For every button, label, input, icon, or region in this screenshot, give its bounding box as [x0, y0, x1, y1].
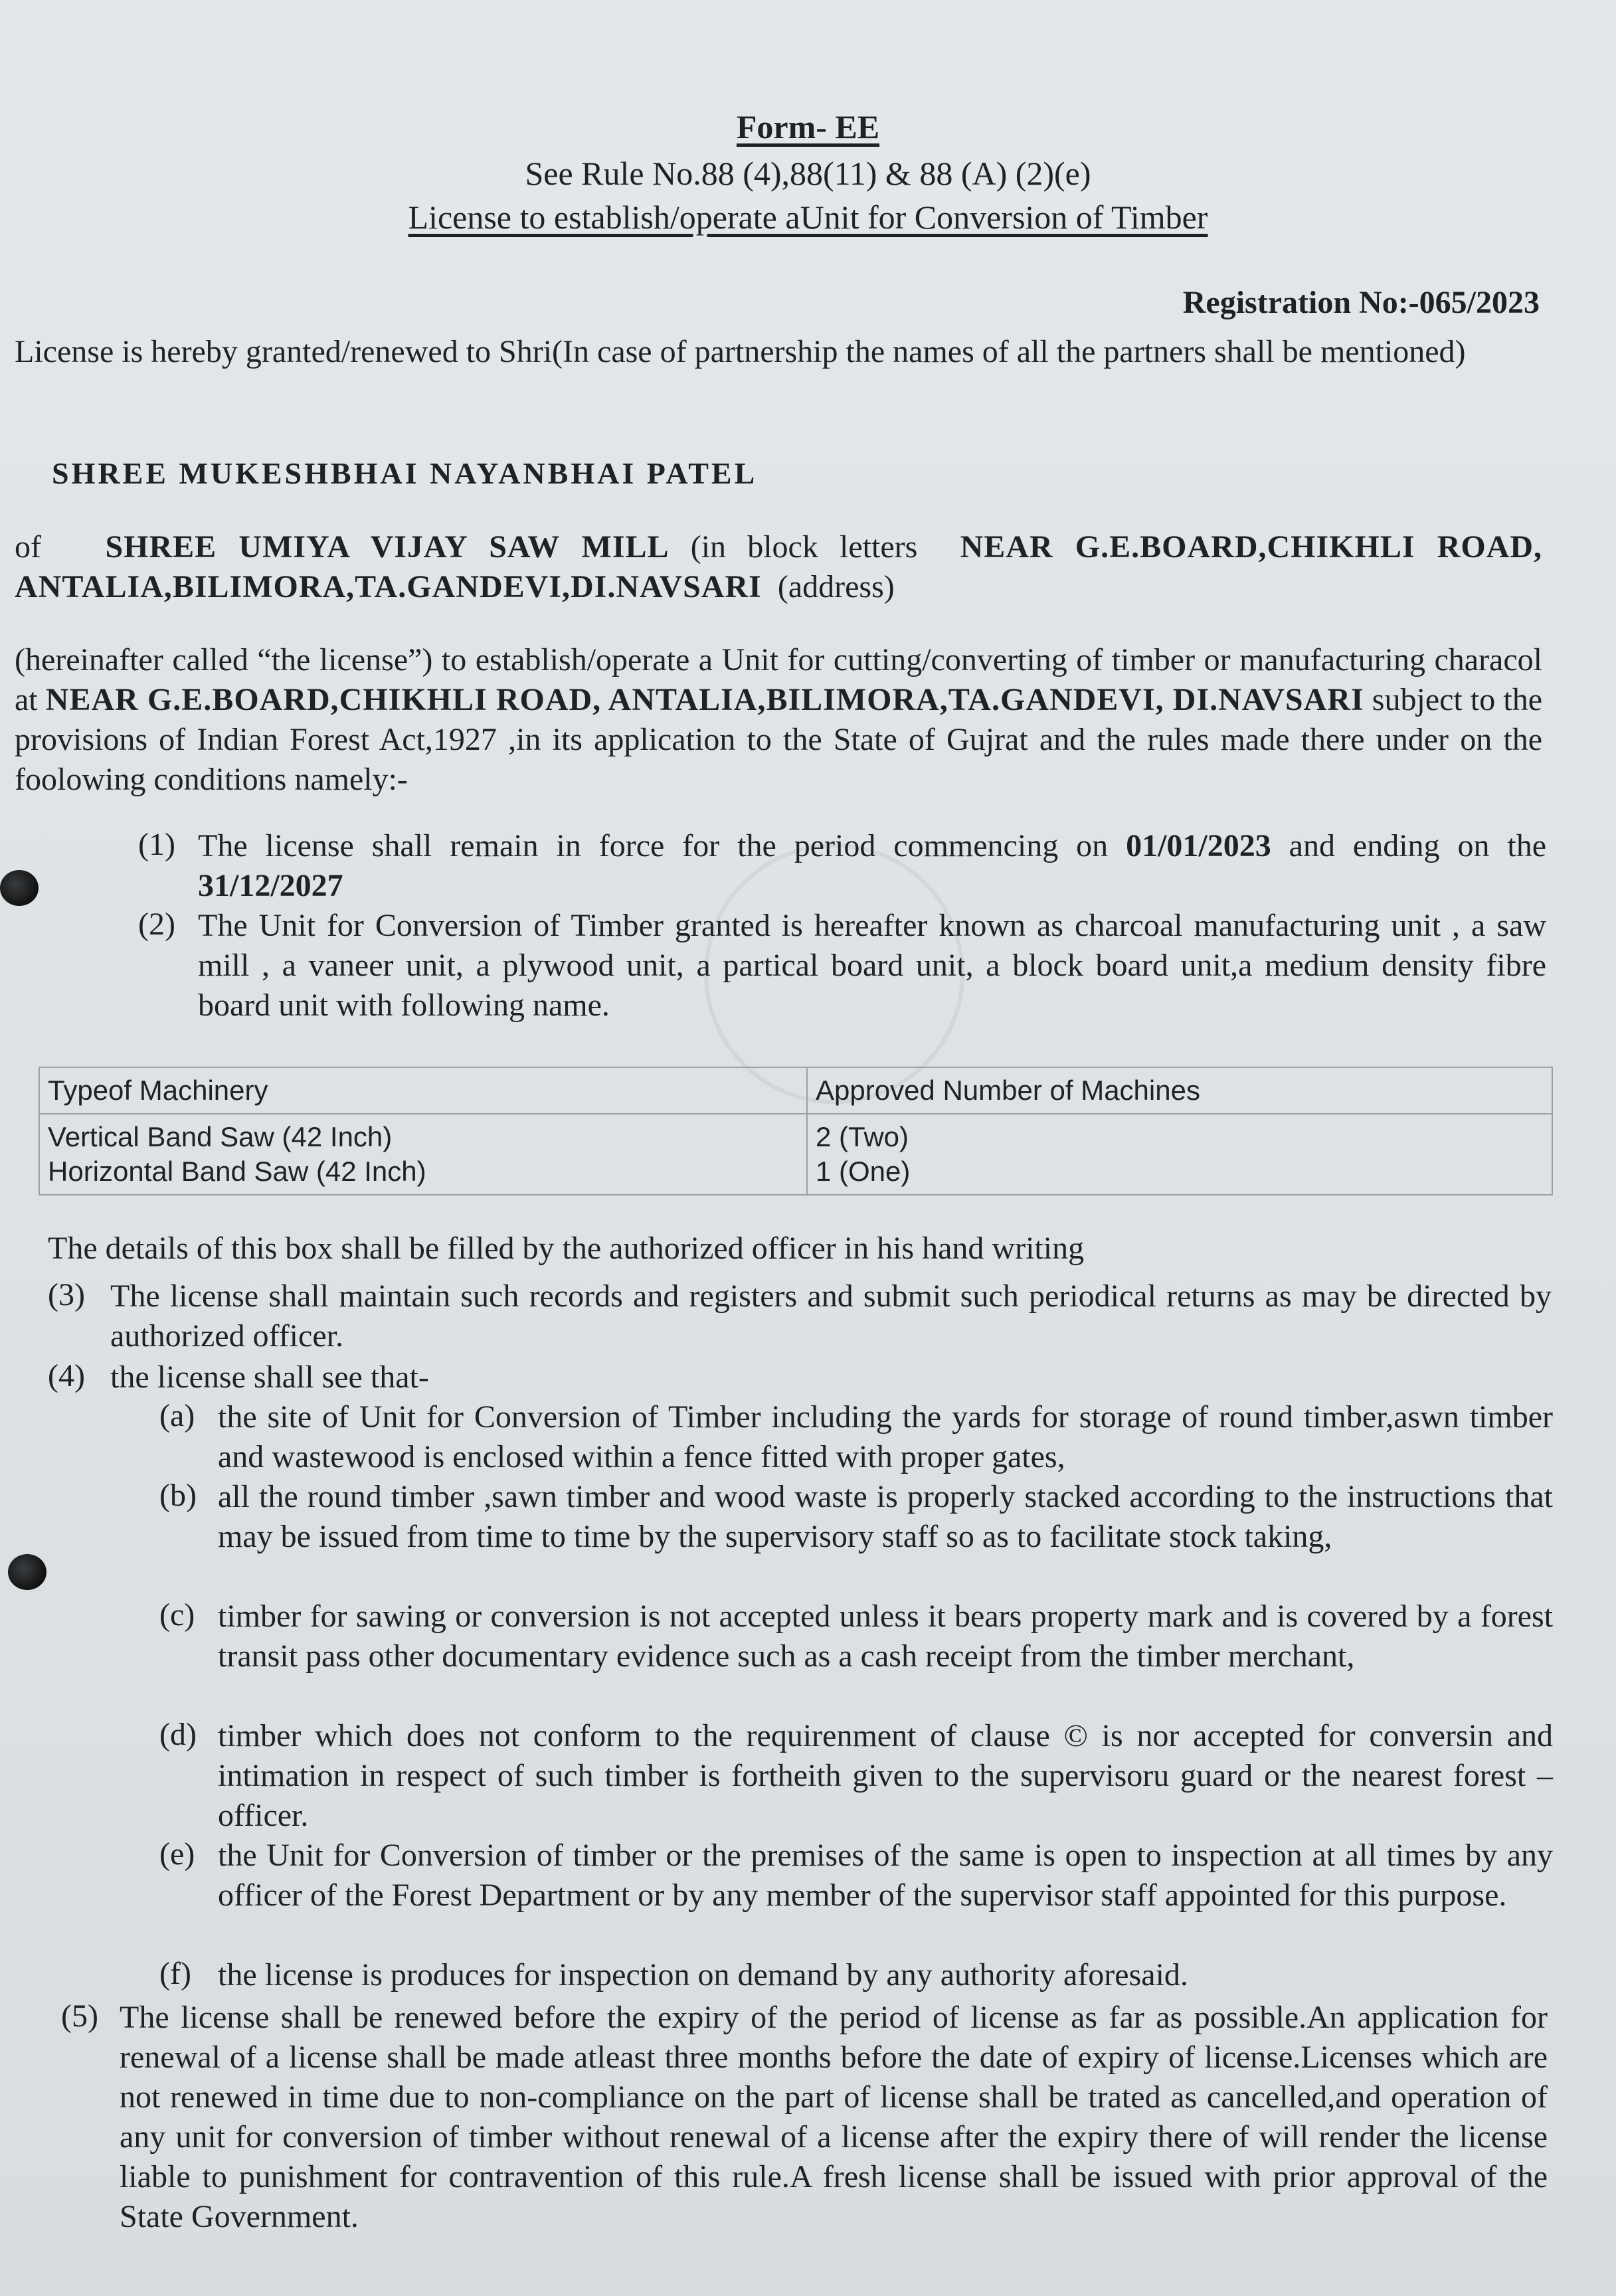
unit-details	[15, 527, 1542, 607]
condition-4-number: (4)	[48, 1358, 85, 1393]
clause-d-text: timber which does not conform to the requirenment of clause © is nor accepted for conversin and intimation in respect of such timber is fortheith given to the supervisoru guard or the nearest forest – officer.	[218, 1718, 1553, 1833]
condition-3-text: The license shall maintain such records and registers and submit such periodical returns as may be directed by authorized officer.	[110, 1279, 1552, 1354]
header-approved-number: Approved Number of Machines	[807, 1067, 1552, 1114]
end-date: 31/12/2027	[198, 868, 343, 903]
condition-3-number: (3)	[48, 1277, 85, 1312]
clause-c-number: (c)	[159, 1597, 195, 1633]
condition-1-mid: and ending on the	[1289, 828, 1547, 863]
start-date: 01/01/2023	[1126, 828, 1271, 863]
hereinafter-text: (hereinafter called “the license”) to establish/operate a Unit for cutting/converting of timber or manufacturing characol at	[15, 642, 1542, 717]
license-title: License to establish/operate aUnit for Conversion of Timber	[408, 199, 1208, 236]
clause-d-number: (d)	[159, 1717, 197, 1752]
clause-a-text: the site of Unit for Conversion of Timber including the yards for storage of round timber,aswn timber and wastewood is enclosed within a fence fitted with proper gates,	[218, 1399, 1553, 1474]
form-title: Form- EE	[736, 108, 880, 145]
condition-1	[198, 826, 1546, 906]
condition-2-number: (2)	[138, 907, 175, 942]
machine-count: 2 (Two)	[816, 1121, 909, 1152]
clause-b-text: all the round timber ,sawn timber and wood waste is properly stacked according to the instructions that may be issued from time to time by the supervisory staff so as to facilitate stock taking,	[218, 1479, 1553, 1554]
condition-4-text: the license shall see that-	[110, 1360, 429, 1395]
punch-hole	[0, 870, 39, 906]
clause-c-text: timber for sawing or conversion is not accepted unless it bears property mark and is covered by a forest transit pass other documentary evidence such as a cash receipt from the timber merchant,	[218, 1599, 1553, 1674]
unit-name: SHREE UMIYA VIJAY SAW MILL	[105, 529, 670, 565]
clause-b-number: (b)	[159, 1478, 197, 1513]
registration-number: Registration No:-065/2023	[1182, 285, 1540, 320]
condition-5-text: The license shall be renewed before the expiry of the period of license as far as possible.An application for renewal of a license shall be made atleast three months before the date of expiry of license.Licenses which are not renewed in time due to non-compliance on the part of license shall be trated as cancelled,and operation of any unit for conversion of timber without renewal of a license after the expiry there of will render the license liable to punishment for contravention of this rule.A fresh license shall be issued with prior approval of the State Government.	[120, 2000, 1548, 2234]
clause-a-number: (a)	[159, 1398, 195, 1433]
rule-reference: See Rule No.88 (4),88(11) & 88 (A) (2)(e)	[525, 155, 1091, 192]
machinery-table	[39, 1067, 1553, 1195]
clause-e-text: the Unit for Conversion of timber or the premises of the same is open to inspection at all times by any officer of the Forest Department or by any member of the supervisor staff appointed for this purpose.	[218, 1838, 1553, 1913]
table-row	[39, 1114, 1552, 1195]
clause-f-text: the license is produces for inspection on demand by any authority aforesaid.	[218, 1957, 1188, 1992]
machinery-types-cell	[39, 1114, 807, 1195]
machine-type: Horizontal Band Saw (42 Inch)	[48, 1156, 426, 1187]
unit-address: NEAR G.E.BOARD,CHIKHLI ROAD, ANTALIA,BILIMORA,TA.GANDEVI,DI.NAVSARI	[15, 529, 1543, 604]
machine-counts-cell	[807, 1114, 1552, 1195]
of-label: of	[15, 529, 41, 565]
block-letters-note: (in block letters	[690, 529, 918, 565]
clause-e-number: (e)	[159, 1836, 195, 1872]
grant-statement: License is hereby granted/renewed to Shri(In case of partnership the names of all the partners shall be mentioned)	[15, 334, 1466, 369]
condition-1-number: (1)	[138, 827, 175, 862]
licensee-name: SHREE MUKESHBHAI NAYANBHAI PATEL	[52, 456, 758, 490]
unit-location: NEAR G.E.BOARD,CHIKHLI ROAD, ANTALIA,BILIMORA,TA.GANDEVI, DI.NAVSARI	[45, 682, 1364, 717]
address-label: (address)	[777, 569, 895, 604]
condition-1-text: The license shall remain in force for the period commencing on	[198, 828, 1109, 863]
machine-type: Vertical Band Saw (42 Inch)	[48, 1121, 393, 1152]
table-header-row	[39, 1067, 1552, 1114]
hereinafter-text-cont: subject to the provisions of Indian Forest Act,1927 ,in its application to the State of Gujrat and the rules made there under on the foolowing conditions namely:-	[15, 682, 1543, 797]
box-note: The details of this box shall be filled by the authorized officer in his hand writing	[48, 1231, 1085, 1266]
machine-count: 1 (One)	[816, 1156, 911, 1187]
clause-f-number: (f)	[159, 1956, 191, 1991]
punch-hole	[8, 1554, 46, 1590]
header-machinery-type: Typeof Machinery	[39, 1067, 807, 1114]
hereinafter-clause	[15, 640, 1542, 800]
condition-5-number: (5)	[61, 1998, 98, 2034]
condition-2-text: The Unit for Conversion of Timber granted is hereafter known as charcoal manufacturing unit , a saw mill , a vaneer unit, a plywood unit, a partical board unit, a block board unit,a medium density fibre board unit with following name.	[198, 908, 1546, 1023]
